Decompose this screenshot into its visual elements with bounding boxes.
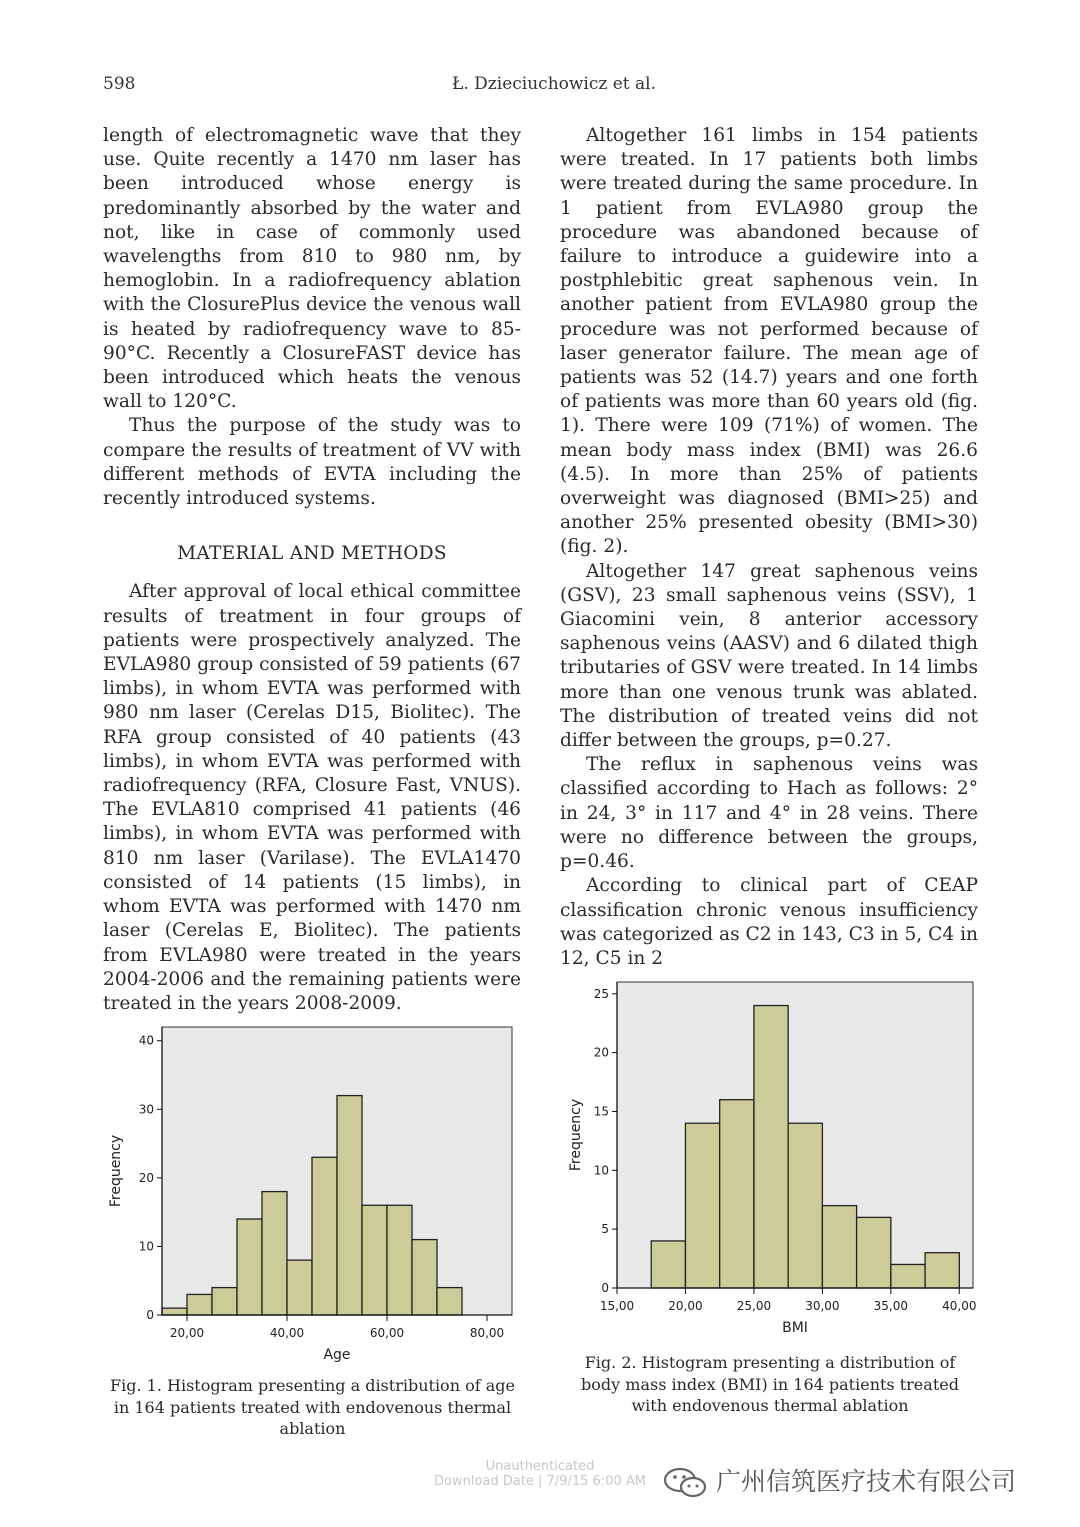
- histogram-bar: [788, 1123, 822, 1288]
- figure-2-bmi-histogram: [560, 975, 990, 1354]
- x-axis-title: BMI: [782, 1320, 808, 1336]
- y-tick-label: 5: [601, 1222, 609, 1237]
- x-tick-label: 40,00: [269, 1326, 305, 1340]
- y-tick-label: 20: [138, 1170, 154, 1185]
- right-paragraph-1: Altogether 161 limbs in 154 patients were treated. In 17 patients both limbs were treated during the same procedure. In 1 patient from EVLA980 group the procedure was abandoned because of failure to introduce a guidewire into a postphlebitic great saphenous vein. In another patient from EVLA980 group the procedure was not performed because of laser generator failure. The mean age of patients was 52 (14.7) years and one forth of patients was more than 60 years old (fig. 1). There were 109 (71%) of women. The mean body mass index (BMI) was 26.6 (4.5). In more than 25% of patients overweight was diagnosed (BMI>25) and another 25% presented obesity (BMI>30) (fig. 2).: [560, 125, 978, 558]
- x-tick-label: 30,00: [805, 1299, 840, 1313]
- brand-text: 广州信筑医疗技术有限公司: [716, 1467, 1017, 1496]
- age-histogram-chart: [100, 1020, 520, 1370]
- histogram-bar: [312, 1157, 337, 1315]
- x-tick-label: 15,00: [599, 1299, 635, 1313]
- watermark-line-1: Unauthenticated: [485, 1459, 595, 1474]
- x-tick-label: 25,00: [736, 1299, 772, 1313]
- right-paragraph-4: According to clinical part of CEAP classification chronic venous insufficiency was categorized as C2 in 143, C3 in 5, C4 in 12, C5 in 2: [560, 875, 978, 969]
- histogram-bar: [237, 1219, 262, 1315]
- x-tick-label: 20,00: [668, 1299, 703, 1313]
- y-axis-title: Frequency: [568, 1098, 584, 1172]
- histogram-bar: [437, 1288, 462, 1315]
- download-watermark: [420, 1459, 660, 1489]
- left-column: [103, 124, 521, 1016]
- histogram-bar: [287, 1260, 312, 1315]
- x-tick-label: 40,00: [942, 1299, 977, 1313]
- right-column: [560, 124, 978, 971]
- histogram-bar: [754, 1006, 788, 1288]
- histogram-bar: [262, 1192, 287, 1315]
- histogram-bar: [651, 1241, 685, 1288]
- left-paragraph-2: Thus the purpose of the study was to compare the results of treatment of VV with different methods of EVTA including the recently introduced systems.: [103, 415, 521, 510]
- left-paragraph-3: After approval of local ethical committee results of treatment in four groups of patients were prospectively analyzed. The EVLA980 group consisted of 59 patients (67 limbs), in whom EVTA was performed with 980 nm laser (Cerelas D15, Biolitec). The RFA group consisted of 40 patients (43 limbs), in whom EVTA was performed with radiofrequency (RFA, Closure Fast, VNUS). The EVLA810 comprised 41 patients (46 limbs), in whom EVTA was performed with 810 nm laser (Varilase). The EVLA1470 consisted of 14 patients (15 limbs), in whom EVTA was performed with 1470 nm laser (Cerelas E, Biolitec). The patients from EVLA980 were treated in the years 2004-2006 and the remaining patients were treated in the years 2008-2009.: [103, 581, 521, 1014]
- y-tick-label: 40: [138, 1033, 154, 1048]
- y-tick-label: 25: [593, 986, 609, 1001]
- histogram-bar: [857, 1217, 891, 1288]
- brand-badge: [662, 1462, 1016, 1500]
- watermark-line-2: Download Date | 7/9/15 6:00 AM: [434, 1474, 646, 1489]
- histogram-bar: [822, 1206, 856, 1288]
- histogram-bar: [162, 1308, 187, 1315]
- x-tick-label: 35,00: [873, 1299, 909, 1313]
- y-tick-label: 20: [593, 1045, 609, 1060]
- right-paragraph-2: Altogether 147 great saphenous veins (GSV), 23 small saphenous veins (SSV), 1 Giacomini vein, 8 anterior accessory saphenous veins (AASV) and 6 dilated thigh tributaries of GSV were treated. In 14 limbs more than one venous trunk was ablated. The distribution of treated veins did not differ between the groups, p=0.27.: [560, 560, 978, 752]
- histogram-bar: [412, 1240, 437, 1315]
- histogram-bar: [720, 1100, 754, 1288]
- y-tick-label: 10: [593, 1163, 609, 1178]
- running-header-authors: Ł. Dzieciuchowicz et al.: [452, 74, 657, 94]
- histogram-bar: [925, 1253, 959, 1288]
- figure-2-caption: Fig. 2. Histogram presenting a distribution of body mass index (BMI) in 164 patients treated with endovenous thermal ablation: [581, 1353, 959, 1415]
- y-tick-label: 0: [601, 1281, 609, 1295]
- figure-1-caption: Fig. 1. Histogram presenting a distribution of age in 164 patients treated with endovenous thermal ablation: [110, 1376, 515, 1438]
- histogram-bar: [685, 1123, 719, 1288]
- x-tick-label: 80,00: [469, 1326, 505, 1340]
- wechat-icon: [662, 1466, 710, 1500]
- x-tick-label: 20,00: [169, 1326, 205, 1340]
- histogram-bar: [337, 1096, 362, 1315]
- histogram-bar: [212, 1288, 237, 1315]
- x-tick-label: 60,00: [369, 1326, 405, 1340]
- y-tick-label: 15: [593, 1104, 609, 1119]
- histogram-bar: [891, 1264, 925, 1288]
- figure-1-age-histogram: [100, 1020, 520, 1374]
- page-number: 598: [103, 74, 136, 94]
- histogram-bar: [187, 1294, 212, 1315]
- bmi-histogram-chart: [560, 975, 990, 1350]
- histogram-bar: [387, 1205, 412, 1315]
- right-paragraph-3: The reflux in saphenous veins was classified according to Hach as follows: 2° in 24, 3° in 117 and 4° in 28 veins. There were no difference between the groups, p=0.46.: [560, 754, 978, 873]
- y-tick-label: 30: [138, 1102, 154, 1117]
- y-axis-title: Frequency: [108, 1134, 124, 1208]
- section-title: MATERIAL AND METHODS: [177, 543, 447, 565]
- left-paragraph-1: length of electromagnetic wave that they use. Quite recently a 1470 nm laser has been introduced whose energy is predominantly absorbed by the water and not, like in case of commonly used wavelengths from 810 to 980 nm, by hemoglobin. In a radiofrequency ablation with the ClosurePlus device the venous wall is heated by radiofrequency wave to 85-90°C. Recently a ClosureFAST device has been introduced which heats the venous wall to 120°C.: [103, 125, 521, 413]
- x-axis-title: Age: [323, 1347, 351, 1363]
- y-tick-label: 10: [138, 1239, 154, 1254]
- y-tick-label: 0: [146, 1308, 154, 1322]
- histogram-bar: [362, 1205, 387, 1315]
